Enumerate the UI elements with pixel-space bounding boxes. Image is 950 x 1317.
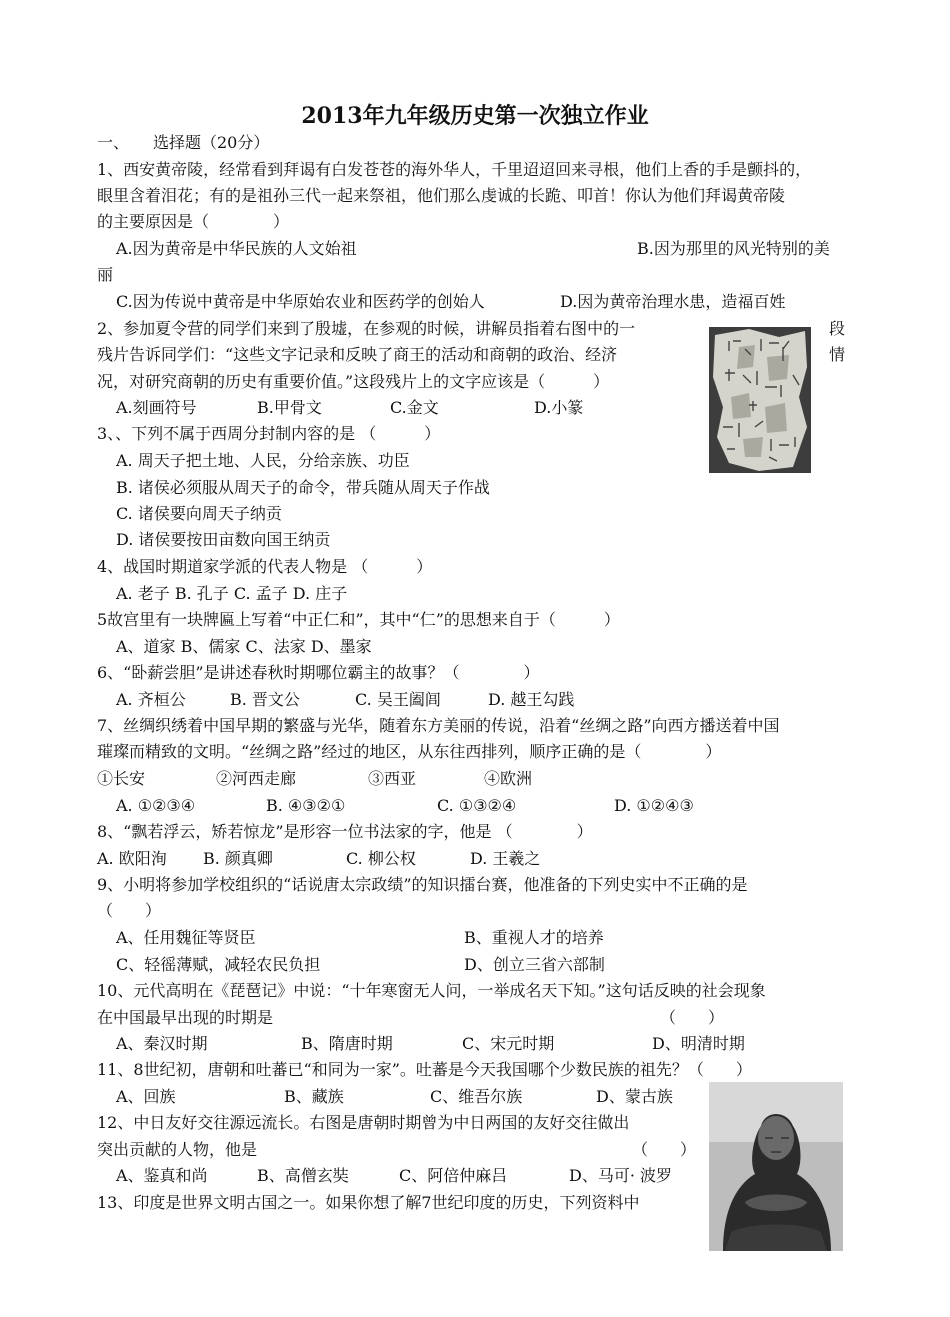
q11-line: 11、8世纪初，唐朝和吐蕃已“和同为一家”。吐蕃是今天我国哪个少数民族的祖先？（ ）: [97, 1060, 752, 1079]
jianzhen-statue-image: [709, 1082, 843, 1251]
q1-line: 眼里含着泪花；有的是祖孙三代一起来祭祖，他们那么虔诚的长跪、叩首！你认为他们拜谒黄帝陵: [97, 186, 786, 205]
q11-option-a: A、回族: [116, 1087, 176, 1106]
q7-item: ④欧洲: [484, 769, 533, 788]
q7-item: ②河西走廊: [216, 769, 297, 788]
q4-options: A. 老子 B. 孔子 C. 孟子 D. 庄子: [116, 584, 348, 603]
q7-option-c: C. ①③②④: [437, 796, 517, 815]
q6-line: 6、“卧薪尝胆”是讲述春秋时期哪位霸主的故事？（ ）: [97, 663, 540, 682]
q9-option-b: B、重视人才的培养: [464, 928, 604, 947]
oracle-bone-image: [709, 327, 811, 473]
q9-line: 9、小明将参加学校组织的“话说唐太宗政绩”的知识擂台赛，他准备的下列史实中不正确的是: [97, 875, 748, 894]
q8-option-c: C. 柳公权: [346, 849, 416, 868]
q9-line: （ ）: [97, 901, 162, 920]
q3-option-b: B. 诸侯必须服从周天子的命令，带兵随从周天子作战: [116, 478, 490, 497]
section-heading: 一、 选择题（20分）: [97, 133, 270, 152]
q13-line: 13、印度是世界文明古国之一。如果你想了解7世纪印度的历史，下列资料中: [97, 1193, 640, 1212]
q9-option-d: D、创立三省六部制: [464, 955, 605, 974]
q7-item: ③西亚: [368, 769, 417, 788]
q2-option-d: D.小篆: [534, 398, 584, 417]
q10-answer-bracket: （ ）: [660, 1008, 725, 1027]
q10-option-a: A、秦汉时期: [116, 1034, 208, 1053]
q3-option-d: D. 诸侯要按田亩数向国王纳贡: [116, 530, 331, 549]
q1-option-b: B.因为那里的风光特别的美: [637, 239, 830, 258]
q3-option-c: C. 诸侯要向周天子纳贡: [116, 504, 282, 523]
q10-option-c: C、宋元时期: [462, 1034, 555, 1053]
q12-option-d: D、马可· 波罗: [569, 1166, 673, 1185]
q2-line: 残片告诉同学们：“这些文字记录和反映了商王的活动和商朝的政治、经济: [97, 345, 618, 364]
q7-line: 璀璨而精致的文明。“丝绸之路”经过的地区，从东往西排列，顺序正确的是（ ）: [97, 742, 722, 761]
q6-option-a: A. 齐桓公: [116, 690, 186, 709]
q7-option-b: B. ④③②①: [266, 796, 346, 815]
q7-line: 7、丝绸织绣着中国早期的繁盛与光华，随着东方美丽的传说，沿着“丝绸之路”向西方播送着中国: [97, 716, 780, 735]
q3-option-a: A. 周天子把土地、人民，分给亲族、功臣: [116, 451, 410, 470]
q4-line: 4、战国时期道家学派的代表人物是 （ ）: [97, 557, 433, 576]
q8-option-a: A. 欧阳洵: [97, 849, 167, 868]
q12-option-b: B、高僧玄奘: [257, 1166, 349, 1185]
q2-option-a: A.刻画符号: [116, 398, 197, 417]
q7-option-a: A. ①②③④: [116, 796, 196, 815]
q9-option-c: C、轻徭薄赋，减轻农民负担: [116, 955, 321, 974]
q6-option-b: B. 晋文公: [230, 690, 300, 709]
q10-option-b: B、隋唐时期: [301, 1034, 393, 1053]
q10-option-d: D、明清时期: [652, 1034, 745, 1053]
q5-line: 5故宫里有一块牌匾上写着“中正仁和”，其中“仁”的思想来自于（ ）: [97, 610, 620, 629]
q1-line: 的主要原因是（ ）: [97, 212, 290, 231]
q11-option-d: D、蒙古族: [596, 1087, 673, 1106]
q2-line: 2、参加夏令营的同学们来到了殷墟，在参观的时候，讲解员指着右图中的一: [97, 319, 636, 338]
q6-option-d: D. 越王勾践: [488, 690, 575, 709]
q6-option-c: C. 吴王阖闾: [355, 690, 441, 709]
q1-line: 1、西安黄帝陵，经常看到拜谒有白发苍苍的海外华人，千里迢迢回来寻根，他们上香的手是颤抖的，: [97, 160, 812, 179]
q7-item: ①长安: [97, 769, 146, 788]
q12-option-a: A、鉴真和尚: [116, 1166, 208, 1185]
q12-line: 突出贡献的人物，他是: [97, 1140, 258, 1159]
q12-option-c: C、阿倍仲麻吕: [399, 1166, 508, 1185]
q1-option-c: C.因为传说中黄帝是中华原始农业和医药学的创始人: [116, 292, 485, 311]
q1-option-a: A.因为黄帝是中华民族的人文始祖: [116, 239, 357, 258]
q2-line-end: 情: [829, 345, 846, 364]
q12-line: 12、中日友好交往源远流长。右图是唐朝时期曾为中日两国的友好交往做出: [97, 1113, 630, 1132]
q10-line: 在中国最早出现的时期是: [97, 1008, 274, 1027]
page-title: 2013年九年级历史第一次独立作业: [301, 103, 649, 129]
q8-option-d: D. 王羲之: [470, 849, 541, 868]
q2-line: 况，对研究商朝的历史有重要价值。”这段残片上的文字应该是（ ）: [97, 372, 610, 391]
q11-option-b: B、藏族: [284, 1087, 344, 1106]
q2-line-end: 段: [829, 319, 846, 338]
q7-option-d: D. ①②④③: [614, 796, 694, 815]
q10-line: 10、元代高明在《琵琶记》中说：“十年寒窗无人问，一举成名天下知。”这句话反映的社会现象: [97, 981, 766, 1000]
q2-option-c: C.金文: [390, 398, 439, 417]
q8-option-b: B. 颜真卿: [203, 849, 273, 868]
q11-option-c: C、维吾尔族: [430, 1087, 523, 1106]
q9-option-a: A、任用魏征等贤臣: [116, 928, 256, 947]
q1-option-b-cont: 丽: [97, 265, 114, 284]
q3-line: 3、、下列不属于西周分封制内容的是 （ ）: [97, 424, 441, 443]
q2-option-b: B.甲骨文: [257, 398, 322, 417]
q8-line: 8、“飘若浮云，矫若惊龙”是形容一位书法家的字，他是 （ ）: [97, 822, 593, 841]
q12-answer-bracket: （ ）: [632, 1140, 697, 1159]
q1-option-d: D.因为黄帝治理水患，造福百姓: [560, 292, 786, 311]
q5-options: A、道家 B、儒家 C、法家 D、墨家: [116, 637, 372, 656]
